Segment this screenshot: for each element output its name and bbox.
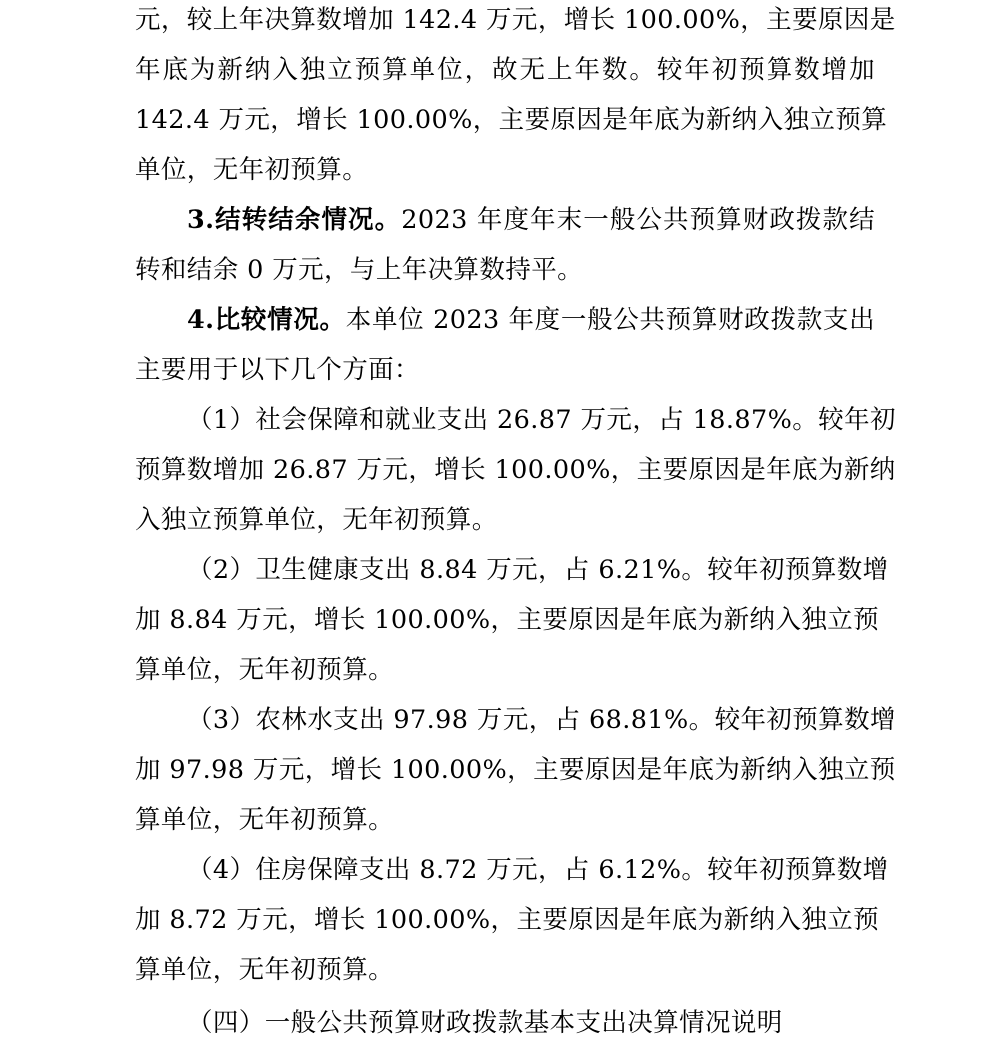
list-item-line: （2）卫生健康支出 8.84 万元，占 6.21%。较年初预算数增 — [187, 555, 889, 585]
paragraph-line: 加 8.72 万元，增长 100.00%，主要原因是年底为新纳入独立预 — [135, 905, 880, 935]
paragraph-line: 加 97.98 万元，增长 100.00%，主要原因是年底为新纳入独立预 — [135, 755, 896, 785]
section-heading: 4.比较情况。 — [187, 305, 346, 335]
paragraph-line: 算单位，无年初预算。 — [135, 655, 395, 685]
paragraph-line: 142.4 万元，增长 100.00%，主要原因是年底为新纳入独立预算 — [135, 105, 888, 135]
paragraph-text: 2023 年度年末一般公共预算财政拨款结 — [401, 205, 875, 235]
list-item-line: （3）农林水支出 97.98 万元，占 68.81%。较年初预算数增 — [187, 705, 896, 735]
paragraph-line: 单位，无年初预算。 — [135, 155, 369, 185]
paragraph-line: 算单位，无年初预算。 — [135, 805, 395, 835]
list-item-line: （1）社会保障和就业支出 26.87 万元，占 18.87%。较年初 — [187, 405, 896, 435]
list-item-line: （4）住房保障支出 8.72 万元，占 6.12%。较年初预算数增 — [187, 855, 889, 885]
paragraph-line: 元，较上年决算数增加 142.4 万元，增长 100.00%，主要原因是 — [135, 5, 896, 35]
paragraph-line: 年底为新纳入独立预算单位，故无上年数。较年初预算数增加 — [135, 55, 875, 85]
paragraph-line: 算单位，无年初预算。 — [135, 955, 395, 985]
paragraph-line: 入独立预算单位，无年初预算。 — [135, 505, 498, 535]
paragraph-line: 主要用于以下几个方面： — [135, 355, 420, 385]
paragraph-text: 本单位 2023 年度一般公共预算财政拨款支出 — [345, 305, 876, 335]
section-heading: 3.结转结余情况。 — [187, 205, 402, 235]
section-comparison-line — [187, 300, 875, 340]
paragraph-line: 预算数增加 26.87 万元，增长 100.00%，主要原因是年底为新纳 — [135, 455, 896, 485]
document-page — [135, 0, 896, 1043]
section-carryover-line — [187, 200, 875, 240]
paragraph-line: 转和结余 0 万元，与上年决算数持平。 — [135, 255, 584, 285]
paragraph-line: 加 8.84 万元，增长 100.00%，主要原因是年底为新纳入独立预 — [135, 605, 880, 635]
subsection-heading: （四）一般公共预算财政拨款基本支出决算情况说明 — [187, 1008, 783, 1038]
